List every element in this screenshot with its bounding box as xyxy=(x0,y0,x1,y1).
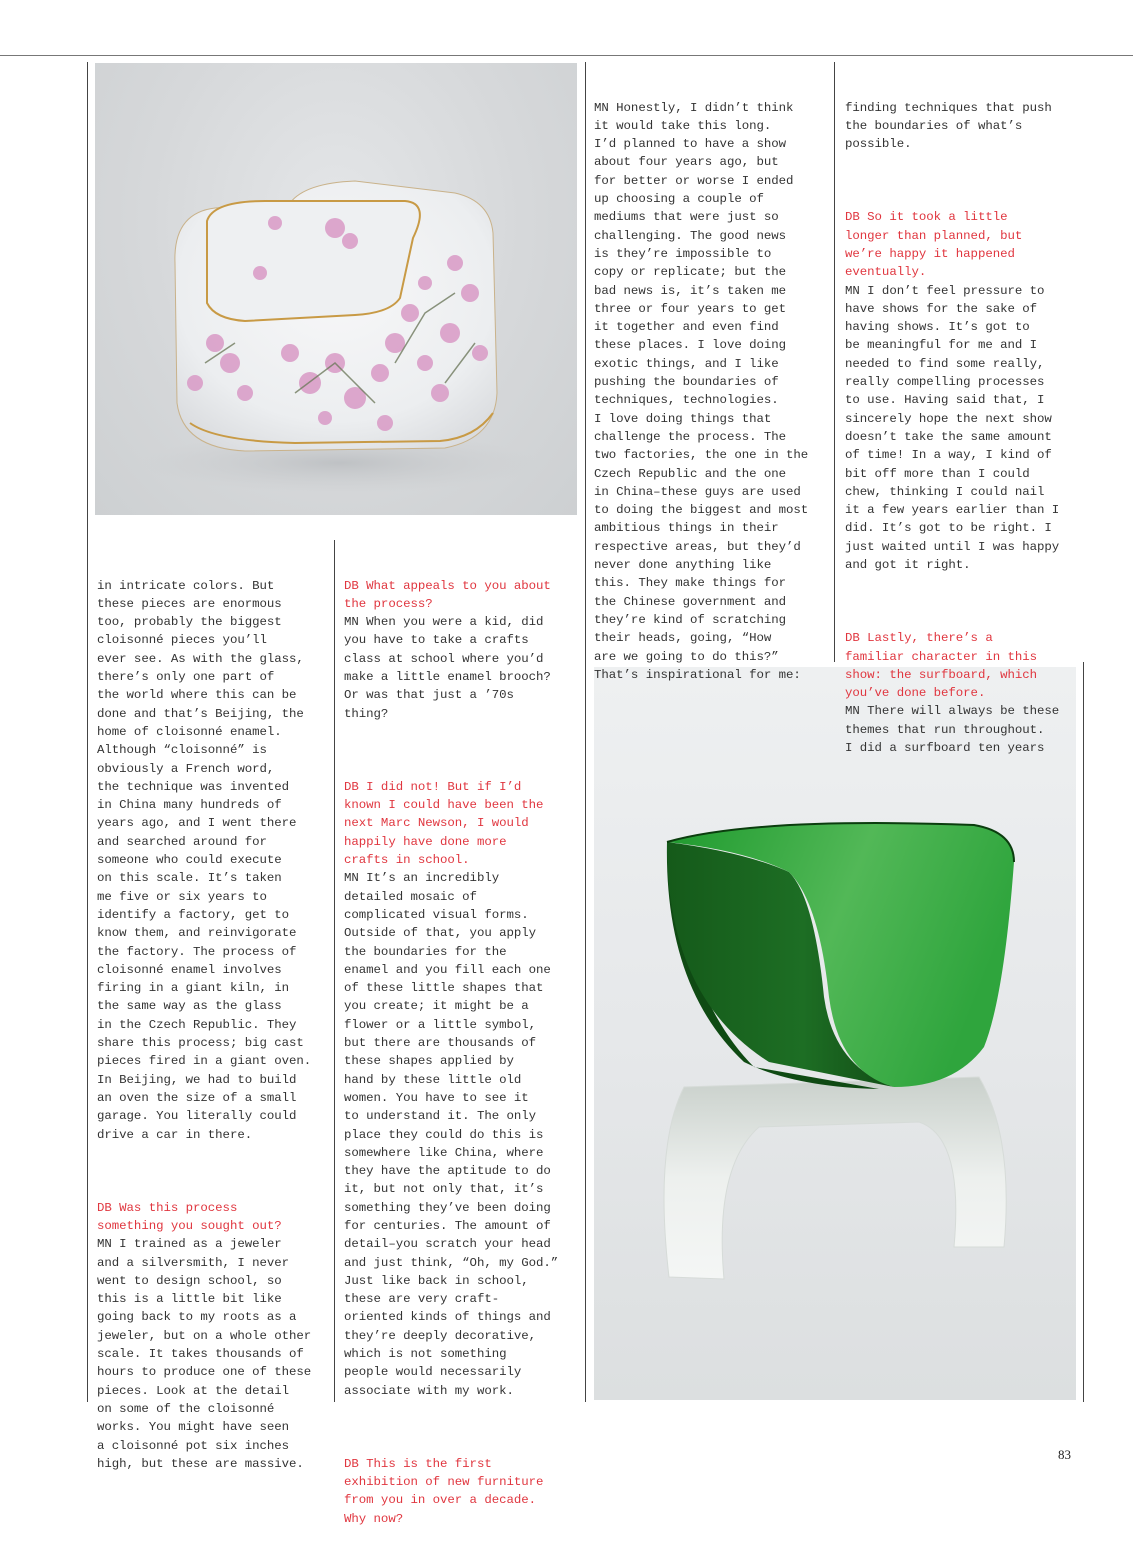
answer-paragraph: MN Honestly, I didn’t think it would take this long. I’d planned to have a show about four years ago, but for better or worse I ended up choosing a couple of mediums that were just so challenging. The good news is they’re impossible to copy or replicate; but the bad news is, it’s taken me three or four years to get it together and even find these places. I love doing exotic things, and I like pushing the boundaries of techniques, technologies. I love doing things that challenge the process. The two factories, the one in the Czech Republic and the one in China–these guys are used to doing the biggest and most ambitious things in their respective areas, but they’d never done anything like this. They make things for the Chinese government and they’re kind of scratching their heads, going, “How are we going to do this?” That’s inspirational for me: xyxy=(594,100,809,682)
column-rule xyxy=(87,62,88,1402)
answer-paragraph: MN There will always be these themes that run throughout. I did a surfboard ten years xyxy=(845,704,1060,755)
article-column-4 xyxy=(845,62,1083,776)
answer-paragraph: MN It’s an incredibly detailed mosaic of complicated visual forms. Outside of that, you apply the boundaries for the enamel and you fill each one of these little shapes that you create; it might be a flower or a little symbol, but there are thousands of these shapes applied by hand by these little old women. You have to see it to understand it. The only place they could do this is somewhere like China, where they have the aptitude to do it, but not only that, it’s something they’ve been doing for centuries. The amount of detail–you scratch your head and just think, “Oh, my God.” Just like back in school, these are very craft- oriented kinds of things and they’re deeply decorative, which is not something people would necessarily associate with my work. xyxy=(344,871,559,1398)
top-rule xyxy=(0,55,1133,56)
column-rule xyxy=(1083,662,1084,1402)
photo-green-glass-chair xyxy=(594,667,1076,1400)
question-paragraph: DB This is the first exhibition of new furniture from you in over a decade. Why now? xyxy=(344,1456,544,1526)
answer-paragraph: in intricate colors. But these pieces are enormous too, probably the biggest cloisonné pieces you’ll ever see. As with the glass, there’s only one part of the world where this can be done and that’s Beijing, the home of cloisonné enamel. Although “cloisonné” is obviously a French word, the technique was invented in China many hundreds of years ago, and I went there and searched around for someone who could execute on this scale. It’s taken me five or six years to identify a factory, get to know them, and reinvigorate the factory. The process of cloisonné enamel involves firing in a giant kiln, in the same way as the glass in the Czech Republic. They share this process; big cast pieces fired in a giant oven. In Beijing, we had to build an oven the size of a small garage. You literally could drive a car in there. xyxy=(97,578,312,1142)
question-paragraph: DB What appeals to you about the process? xyxy=(344,578,551,611)
article-column-2 xyxy=(344,540,582,1546)
question-paragraph: DB So it took a little longer than planned, but we’re happy it happened eventually. xyxy=(845,210,1023,280)
page-number: 83 xyxy=(1058,1447,1071,1462)
photo-cloisonne-chair xyxy=(95,63,577,515)
column-rule xyxy=(834,62,835,662)
article-column-3 xyxy=(594,62,832,702)
cloisonne-chair-illustration xyxy=(95,63,577,515)
question-paragraph: DB I did not! But if I’d known I could have been the next Marc Newson, I would happily have done more crafts in school. xyxy=(344,779,544,868)
column-rule xyxy=(334,540,335,1402)
article-column-1 xyxy=(97,540,332,1491)
answer-paragraph: MN I don’t feel pressure to have shows for the sake of having shows. It’s got to be meaningful for me and I needed to find some really, really compelling processes to use. Having said that, I sincerely hope the next show doesn’t take the same amount of time! In a way, I kind of bit off more than I could chew, thinking I could nail it a few years earlier than I did. It’s got to be right. I just waited until I was happy and got it right. xyxy=(845,283,1060,573)
answer-paragraph: finding techniques that push the boundaries of what’s possible. xyxy=(845,100,1052,152)
green-glass-chair-illustration xyxy=(594,667,1076,1400)
question-paragraph: DB Was this process something you sought out? xyxy=(97,1200,282,1233)
answer-paragraph: MN I trained as a jeweler and a silversmith, I never went to design school, so this is a little bit like going back to my roots as a jeweler, but on a whole other scale. It takes thousands of hours to produce one of these pieces. Look at the detail on some of the cloisonné works. You might have seen a cloisonné pot six inches high, but these are massive. xyxy=(97,1237,312,1471)
column-rule xyxy=(585,62,586,1402)
answer-paragraph: MN When you were a kid, did you have to take a crafts class at school where you’d make a little enamel brooch? Or was that just a ’70s thing? xyxy=(344,615,551,721)
question-paragraph: DB Lastly, there’s a familiar character in this show: the surfboard, which you’ve done before. xyxy=(845,631,1038,701)
